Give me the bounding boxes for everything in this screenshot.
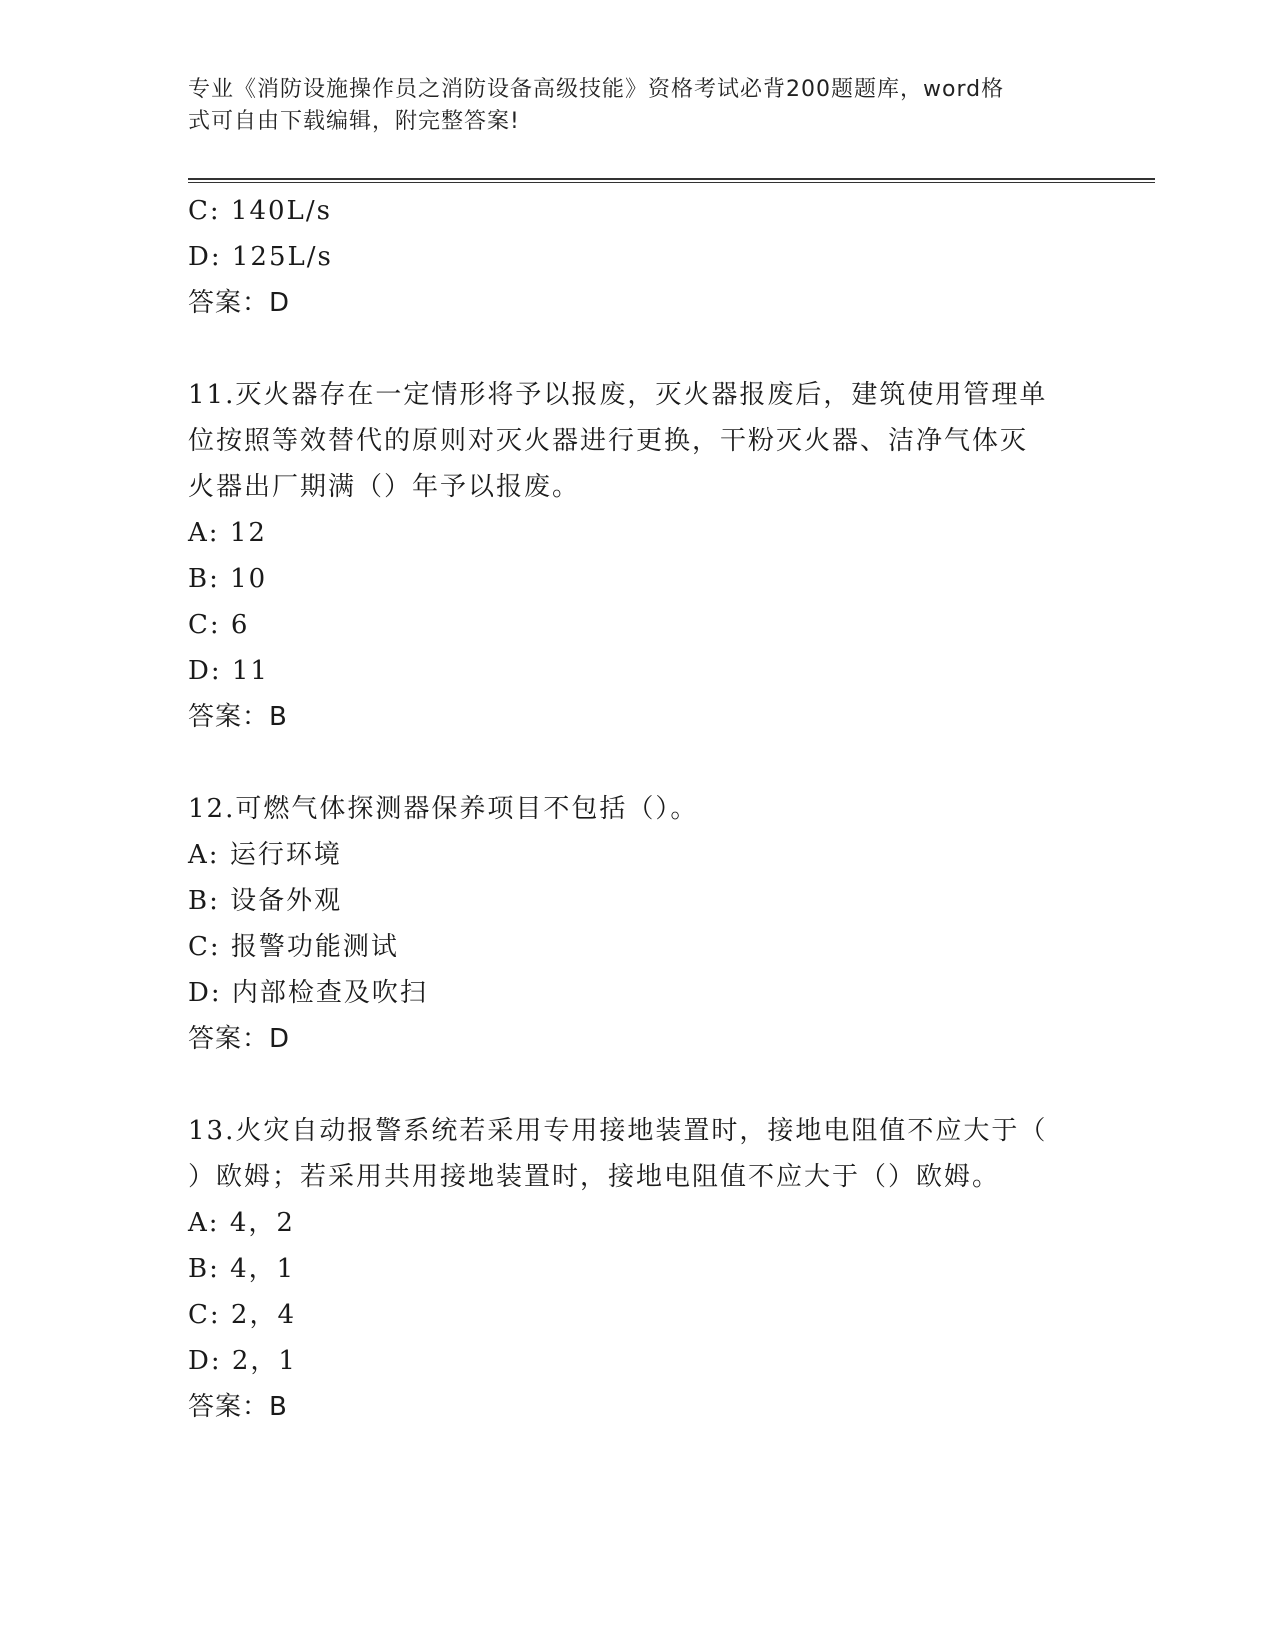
option-text: 设备外观 — [230, 886, 343, 916]
option-text: 10 — [230, 564, 268, 594]
question-stem — [188, 786, 1068, 832]
option-text: 125L/s — [231, 242, 333, 272]
stem-line: 13.火灾自动报警系统若采用专用接地装置时，接地电阻值不应大于（ — [188, 1116, 1048, 1146]
answer-line: 答案：B — [188, 702, 288, 732]
stem-line: 12.可燃气体探测器保养项目不包括（）。 — [188, 794, 699, 824]
header-divider — [188, 178, 1155, 183]
option-d — [188, 234, 1088, 280]
option-text: 内部检查及吹扫 — [231, 978, 428, 1008]
option-letter: B: — [188, 1254, 220, 1284]
option-c — [188, 924, 1088, 970]
option-b — [188, 556, 1088, 602]
option-text: 4，2 — [229, 1208, 295, 1238]
header-line-2: 式可自由下载编辑，附完整答案! — [188, 109, 520, 134]
page-header — [188, 74, 1068, 138]
option-c — [188, 1292, 1088, 1338]
option-letter: A: — [188, 840, 220, 870]
option-letter: C: — [188, 932, 221, 962]
option-letter: A: — [188, 518, 220, 548]
option-text: 4，1 — [230, 1254, 296, 1284]
question-12 — [188, 786, 1088, 1062]
option-text: 140L/s — [230, 196, 332, 226]
option-d — [188, 1338, 1088, 1384]
question-13 — [188, 1108, 1088, 1430]
document-body — [188, 188, 1088, 1430]
carryover-question — [188, 188, 1088, 326]
option-text: 6 — [230, 610, 250, 640]
stem-line: 火器出厂期满（）年予以报废。 — [188, 472, 581, 502]
option-letter: D: — [188, 242, 222, 272]
answer-line: 答案：D — [188, 1024, 291, 1054]
answer-line: 答案：D — [188, 288, 291, 318]
option-d — [188, 648, 1088, 694]
option-text: 报警功能测试 — [230, 932, 399, 962]
option-letter: D: — [188, 1346, 222, 1376]
question-stem — [188, 1108, 1068, 1200]
option-a — [188, 1200, 1088, 1246]
option-letter: B: — [188, 886, 220, 916]
option-a — [188, 510, 1088, 556]
option-letter: C: — [188, 610, 221, 640]
option-b — [188, 1246, 1088, 1292]
stem-line: ）欧姆；若采用共用接地装置时，接地电阻值不应大于（）欧姆。 — [188, 1162, 1001, 1192]
option-b — [188, 878, 1088, 924]
option-text: 2，1 — [231, 1346, 297, 1376]
answer-line: 答案：B — [188, 1392, 288, 1422]
stem-line: 11.灭火器存在一定情形将予以报废，灭火器报废后，建筑使用管理单 — [188, 380, 1048, 410]
option-c — [188, 602, 1088, 648]
option-a — [188, 832, 1088, 878]
header-line-1: 专业《消防设施操作员之消防设备高级技能》资格考试必背200题题库，word格 — [188, 77, 1005, 102]
stem-line: 位按照等效替代的原则对灭火器进行更换，干粉灭火器、洁净气体灭 — [188, 426, 1029, 456]
option-letter: C: — [188, 1300, 221, 1330]
option-text: 2，4 — [230, 1300, 297, 1330]
option-text: 12 — [229, 518, 267, 548]
option-letter: A: — [188, 1208, 220, 1238]
option-c — [188, 188, 1088, 234]
question-stem — [188, 372, 1068, 510]
option-letter: D: — [188, 656, 222, 686]
option-text: 运行环境 — [229, 840, 342, 870]
option-letter: B: — [188, 564, 220, 594]
option-letter: C: — [188, 196, 221, 226]
option-d — [188, 970, 1088, 1016]
option-text: 11 — [231, 656, 269, 686]
option-letter: D: — [188, 978, 222, 1008]
question-11 — [188, 372, 1088, 740]
